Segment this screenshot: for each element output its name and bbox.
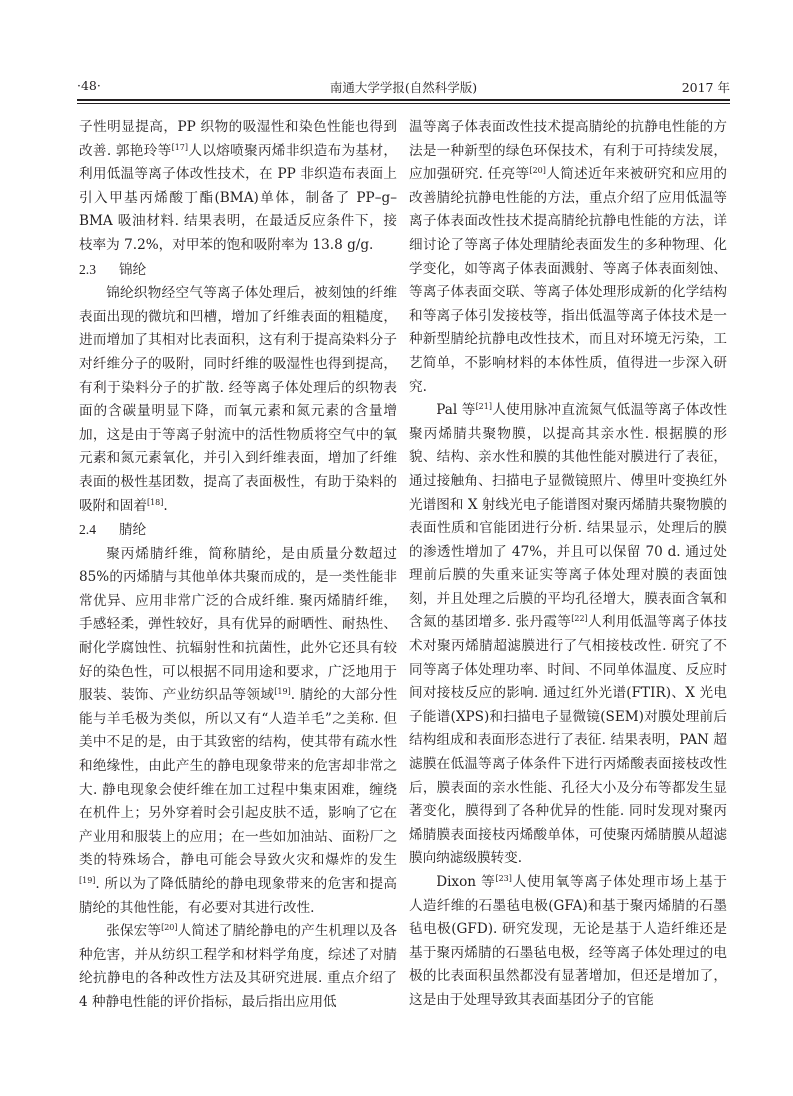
left-column [79, 116, 397, 1015]
running-header [77, 72, 730, 96]
section-heading-2-3: 2.3 锦纶 [79, 261, 147, 278]
header-rule-thin [77, 103, 730, 104]
paragraph: 聚丙烯腈纤维，简称腈纶，是由质量分数超过 85%的丙烯腈与其他单体共聚而成的，是一类性能非常优异、应用非常广泛的合成纤维. 聚丙烯腈纤维，手感轻柔，弹性较好，具有优异的耐晒性、耐热性、耐化学腐蚀性、抗辐射性和抗菌性，此外它还具有较好的染色性，可以根据不同用途和要求，广泛地用于服装、装饰、产业纺织品等领域[19]. 腈纶的大部分性能与羊毛极为类似，所以又有“人造羊毛”之美称. 但美中不足的是，由于其致密的结构，使其带有疏水性和绝缘性，由此产生的静电现象带来的危害却非常之大. 静电现象会使纤维在加工过程中集束困难，缠绕在机件上；另外穿着时会引起皮肤不适，影响了它在产业用和服装上的应用；在一些如加油站、面粉厂之类的特殊场合，静电可能会导致火灾和爆炸的发生[19]. 所以为了降低腈纶的静电现象带来的危害和提高腈纶的其他性能，有必要对其进行改性. [79, 545, 397, 916]
paragraph: 温等离子体表面改性技术提高腈纶的抗静电性能的方法是一种新型的绿色环保技术，有利于可持续发展，应加强研究. 任亮等[20]人简述近年来被研究和应用的改善腈纶抗静电性能的方法，重点介绍了应用低温等离子体表面改性技术提高腈纶抗静电性能的方法，详细讨论了等离子体处理腈纶表面发生的多种物理、化学变化，如等离子体表面溅射、等离子体表面刻蚀、等离子体表面交联、等离子体处理形成新的化学结构和等离子体引发接枝等，指出低温等离子体技术是一种新型腈纶抗静电改性技术，而且对环境无污染，工艺简单，不影响材料的本体性质，值得进一步深入研究. [409, 119, 727, 395]
header-rule-thick [77, 99, 730, 101]
paragraph: Dixon 等[23]人使用氧等离子体处理市场上基于人造纤维的石墨毡电极(GFA)和基于聚丙烯腈的石墨毡电极(GFD). 研究发现，无论是基于人造纤维还是基于聚丙烯腈的石墨毡电极，经等离子体处理过的电极的比表面积虽然都没有显著增加，但还是增加了，这是由于处理导致其表面基团分子的官能 [409, 874, 727, 1008]
citation[interactable]: [19] [274, 687, 291, 697]
paragraph: 张保宏等[20]人简述了腈纶静电的产生机理以及各种危害，并从纺织工程学和材料学角度，综述了对腈纶抗静电的各种改性方法及其研究进展. 重点介绍了 4 种静电性能的评价指标，最后指出应用低 [79, 923, 398, 1010]
citation[interactable]: [17] [171, 142, 188, 152]
citation[interactable]: [22] [571, 614, 588, 624]
section-heading-2-4: 2.4 腈纶 [79, 522, 147, 539]
right-column [409, 116, 727, 1013]
citation[interactable]: [19] [79, 876, 96, 885]
paragraph: 子性明显提高，PP 织物的吸湿性和染色性能也得到改善. 郭艳玲等[17]人以熔喷聚丙烯非织造布为基材，利用低温等离子体改性技术，在 PP 非织造布表面上引入甲基丙烯酸丁酯(BMA)单体，制备了 PP–g–BMA 吸油材料. 结果表明，在最适反应条件下，接枝率为 7.2%，对甲苯的饱和吸附率为 13.8 g/g. [79, 119, 397, 253]
paragraph: Pal 等[21]人使用脉冲直流氮气低温等离子体改性聚丙烯腈共聚物膜，以提高其亲水性. 根据膜的形貌、结构、亲水性和膜的其他性能对膜进行了表征，通过接触角、扫描电子显微镜照片、傅里叶变换红外光谱图和 X 射线光电子能谱图对聚丙烯腈共聚物膜的表面性质和官能团进行分析. 结果显示，处理后的膜的渗透性增加了 47%，并且可以保留 70 d. 通过处理前后膜的失重来证实等离子体处理对膜的表面蚀刻，并且处理之后膜的平均孔径增大，膜表面含氧和含氮的基团增多. 张丹霞等[22]人利用低温等离子体技术对聚丙烯腈超滤膜进行了气相接枝改性. 研究了不同等离子体处理功率、时间、不同单体温度、反应时间对接枝反应的影响. 通过红外光谱(FTIR)、X 光电子能谱(XPS)和扫描电子显微镜(SEM)对膜处理前后结构组成和表面形态进行了表征. 结果表明，PAN 超滤膜在低温等离子体条件下进行丙烯酸表面接枝改性后，膜表面的亲水性能、孔径大小及分布等都发生显著变化，膜得到了各种优异的性能. 同时发现对聚丙烯腈膜表面接枝丙烯酸单体，可使聚丙烯腈膜从超滤膜向纳滤级膜转变. [409, 402, 728, 867]
citation[interactable]: [23] [495, 874, 512, 883]
page-number: ·48· [77, 78, 101, 93]
citation[interactable]: [20] [529, 166, 546, 176]
journal-title: 南通大学学报(自然科学版) [329, 80, 478, 95]
paragraph: 锦纶织物经空气等离子体处理后，被刻蚀的纤维表面出现的微坑和凹槽，增加了纤维表面的粗糙度，进而增加了其相对比表面积，这有利于提高染料分子对纤维分子的吸附，同时纤维的吸湿性也得到提高，有利于染料分子的扩散. 经等离子体处理后的织物表面的含碳量明显下降，而氧元素和氮元素的含量增加，这是由于等离子射流中的活性物质将空气中的氧元素和氮元素氧化，并引入到纤维表面，增加了纤维表面的极性基团数，提高了表面极性，有助于染料的吸附和固着[18]. [79, 285, 397, 514]
citation[interactable]: [20] [161, 923, 178, 933]
publication-year: 2017 年 [681, 80, 730, 95]
citation[interactable]: [21] [475, 402, 492, 412]
citation[interactable]: [18] [146, 497, 164, 507]
